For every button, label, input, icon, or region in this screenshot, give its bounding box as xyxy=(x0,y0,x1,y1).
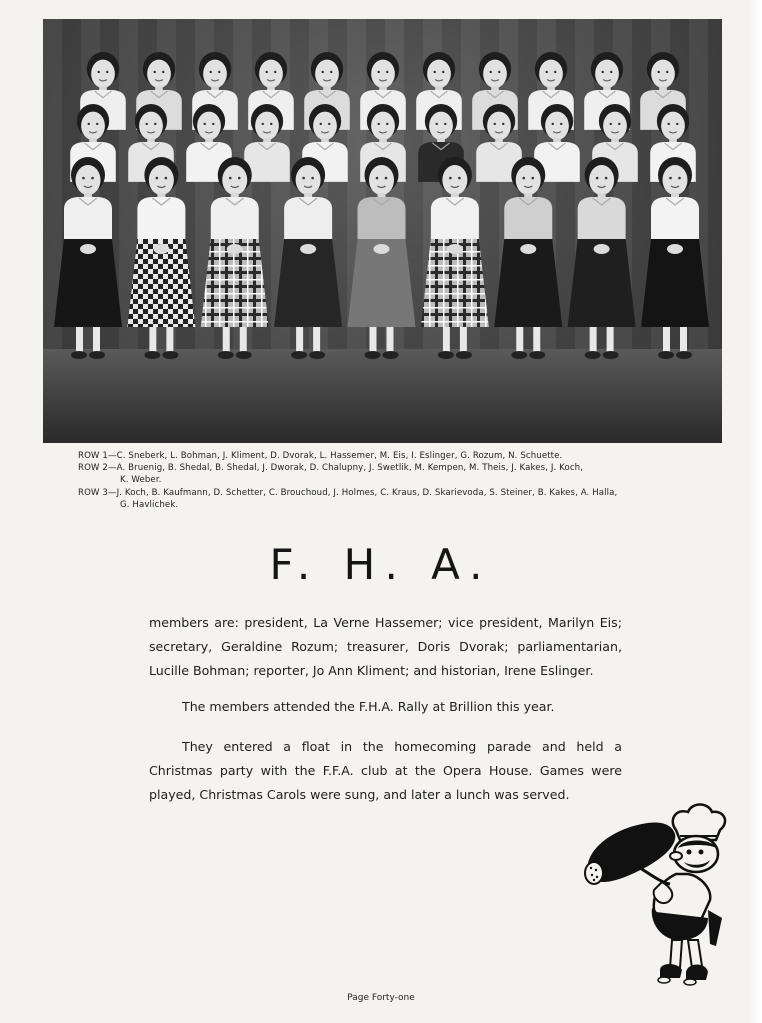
group-photo xyxy=(43,19,722,443)
salami-drawing xyxy=(585,822,675,884)
chef-mascot-illustration xyxy=(580,800,735,1000)
paragraph-activities: They entered a float in the homecoming parade and held a Christmas party with the F.F.A. club at the Opera House. Games were played, Christmas Carols were sung, and later a lunch was served. xyxy=(149,738,622,803)
chef-head-drawing xyxy=(670,836,718,872)
caption-row-3-continued: G. Havlichek. xyxy=(120,499,179,510)
group-photo-drawing xyxy=(43,19,722,443)
paragraph-rally: The members attended the F.H.A. Rally at Brillion this year. xyxy=(182,698,555,714)
chef-hat-drawing xyxy=(673,805,725,841)
page-title: F. H. A. xyxy=(269,540,493,589)
paragraph-officers: members are: president, La Verne Hassemer; vice president, Marilyn Eis; secretary, Geraldine Rozum; treasurer, Doris Dvorak; parliamentarian, Lucille Bohman; reporter, Jo Ann Kliment; and historian, Irene Eslinger. xyxy=(149,615,622,679)
photo-caption xyxy=(78,450,698,511)
caption-row-1: ROW 1—C. Sneberk, L. Bohman, J. Kliment, D. Dvorak, L. Hassemer, M. Eis, I. Eslinger, G. Rozum, N. Schuette. xyxy=(78,451,563,461)
paper-edge xyxy=(748,0,762,1023)
article-body xyxy=(149,611,622,807)
caption-row-2: ROW 2—A. Bruenig, B. Shedal, B. Shedal, J. Dworak, D. Chalupny, J. Swetlik, M. Kempen, M. Theis, J. Kakes, J. Koch, xyxy=(78,463,584,474)
chef-body-drawing xyxy=(640,868,722,985)
students xyxy=(54,52,709,359)
caption-row-3: ROW 3—J. Koch, B. Kaufmann, D. Schetter, C. Brouchoud, J. Holmes, C. Kraus, D. Skarievoda, S. Steiner, B. Kakes, A. Halla, xyxy=(78,487,618,498)
floor xyxy=(43,349,722,443)
caption-row-2-continued: K. Weber. xyxy=(120,475,162,486)
page-number: Page Forty-one xyxy=(347,993,415,1003)
